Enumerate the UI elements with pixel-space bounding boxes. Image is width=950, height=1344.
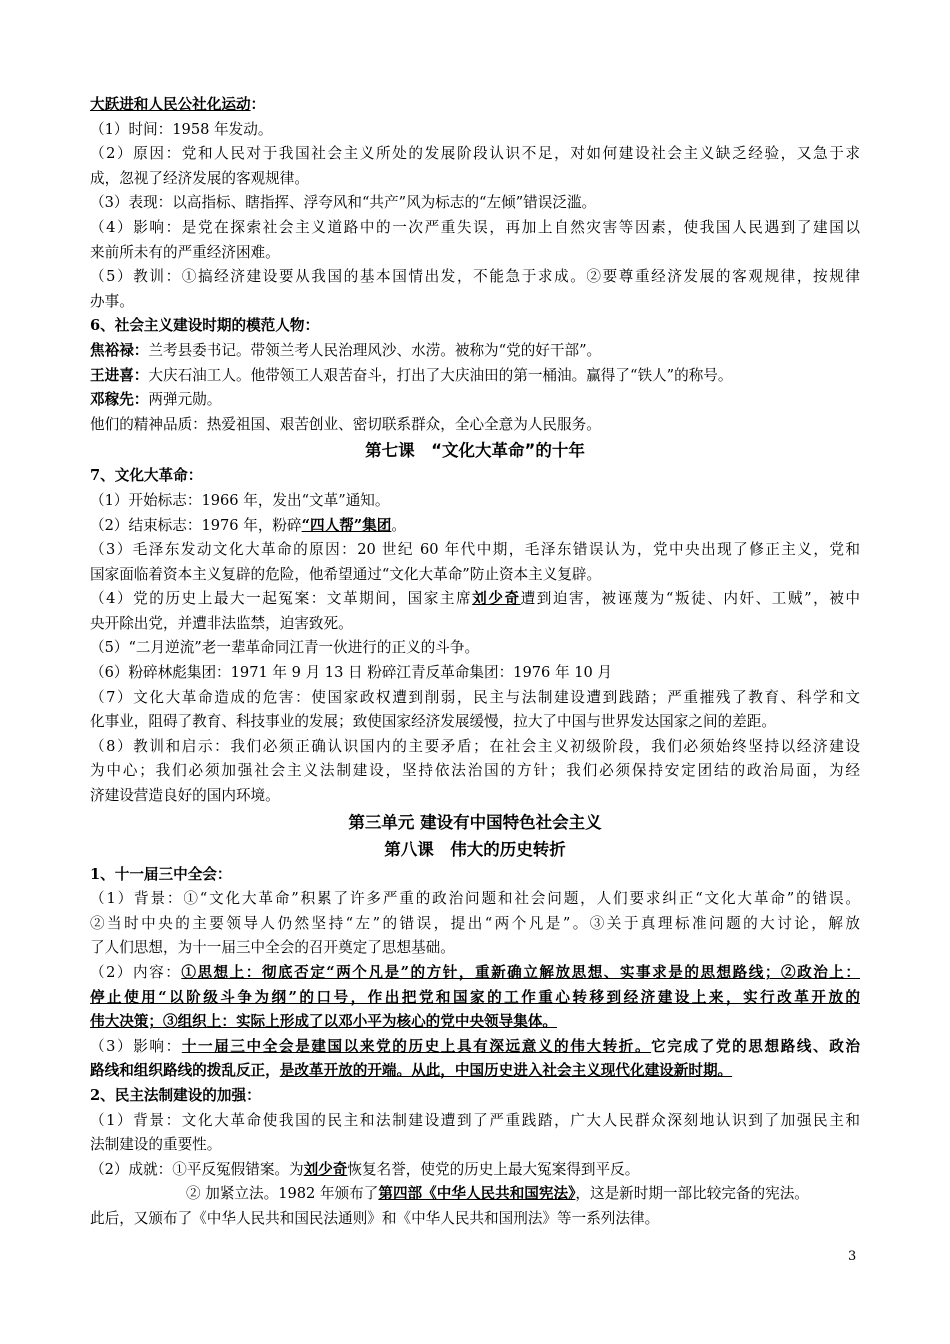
- model-figures-title: 6、社会主义建设时期的模范人物：: [90, 317, 320, 335]
- gang-of-four: “四人帮”集团: [301, 516, 392, 534]
- plenum-background-3: 了人们思想，为十一届三中全会的召开奠定了思想基础。: [90, 939, 455, 957]
- plenum-content-2: 停止使用“以阶级斗争为纲”的口号，作出把党和国家的工作重心转移到经济建设上来，实行改革开放的: [90, 988, 860, 1006]
- liu-shaoqi: 刘少奇: [472, 590, 521, 608]
- cr-cause-2: 国家面临着资本主义复辟的危险，他希望通过“文化大革命”防止资本主义复辟。: [90, 565, 602, 583]
- great-leap-manifestation: （3）表现：以高指标、瞎指挥、浮夸风和“共产”风为标志的“左倾”错误泛滥。: [90, 194, 597, 212]
- great-leap-cause-2: 成，忽视了经济发展的客观规律。: [90, 169, 309, 187]
- legal-achievement-2: ② 加紧立法。1982 年颁布了第四部《中华人民共和国宪法》，这是新时期一部比较完备的宪法。: [186, 1185, 809, 1203]
- cr-harm-2: 化事业，阻碍了教育、科技事业的发展；致使国家经济发展缓慢，拉大了中国与世界发达国家之间的差距。: [90, 713, 776, 731]
- plenum-content-3: 伟大决策；③组织上：实际上形成了以邓小平为核心的党中央领导集体。: [90, 1013, 558, 1031]
- cultural-revolution-title: 7、文化大革命：: [90, 467, 203, 485]
- cr-lesson-1: （8）教训和启示：我们必须正确认识国内的主要矛盾；在社会主义初级阶段，我们必须始终坚持以经济建设: [90, 737, 860, 755]
- cr-harm-1: （7）文化大革命造成的危害：使国家政权遭到削弱，民主与法制建设遭到践踏；严重摧残了教育、科学和文: [90, 688, 860, 706]
- great-leap-lesson-2: 办事。: [90, 292, 134, 310]
- great-leap-title-line: 大跃进和人民公社化运动：: [90, 96, 266, 113]
- model-figure-jiao-yulu: 焦裕禄：兰考县委书记。带领兰考人民治理风沙、水涝。被称为“党的好干部”。: [90, 341, 602, 359]
- cr-lesson-3: 济建设营造良好的国内环境。: [90, 787, 280, 805]
- legal-achievement-1: （2）成就：①平反冤假错案。为刘少奇恢复名誉，使党的历史上最大冤案得到平反。: [90, 1160, 640, 1178]
- cr-cause-1: （3）毛泽东发动文化大革命的原因：20 世纪 60 年代中期，毛泽东错误认为，党中央出现了修正主义，党和: [90, 541, 860, 559]
- legal-construction-title: 2、民主法制建设的加强：: [90, 1086, 261, 1104]
- page-number: 3: [848, 1249, 857, 1264]
- plenum-impact-1: （3）影响：十一届三中全会是建国以来党的历史上具有深远意义的伟大转折。它完成了党的思想路线、政治: [90, 1037, 860, 1055]
- cr-february-countercurrent: （5）“二月逆流”老一辈革命同江青一伙进行的正义的斗争。: [90, 639, 480, 657]
- model-figures-spirit: 他们的精神品质：热爱祖国、艰苦创业、密切联系群众，全心全意为人民服务。: [90, 415, 601, 433]
- plenum-background-2: ②当时中央的主要领导人仍然坚持“左”的错误，提出“两个凡是”。③关于真理标准问题的大讨论，解放: [90, 914, 860, 932]
- model-figure-wang-jinxi: 王进喜：大庆石油工人。他带领工人艰苦奋斗，打出了大庆油田的第一桶油。赢得了“铁人”的称号。: [90, 366, 733, 384]
- legal-background-2: 法制建设的重要性。: [90, 1136, 222, 1154]
- legal-background-1: （1）背景：文化大革命使我国的民主和法制建设遭到了严重践踏，广大人民群众深刻地认识到了加强民主和: [90, 1111, 860, 1129]
- constitution-1982: 第四部《中华人民共和国宪法》: [378, 1185, 576, 1203]
- unit-3-heading: 第三单元 建设有中国特色社会主义: [348, 812, 602, 832]
- document-page: [90, 93, 860, 1232]
- liu-shaoqi-rehabilitated: 刘少奇: [303, 1160, 348, 1178]
- lesson-7-heading: 第七课 “文化大革命”的十年: [365, 441, 585, 461]
- great-leap-cause-1: （2）原因：党和人民对于我国社会主义所处的发展阶段认识不足，对如何建设社会主义缺乏经验，又急于求: [90, 145, 860, 163]
- cr-injustice-2: 央开除出党，并遭非法监禁，迫害致死。: [90, 614, 353, 632]
- cr-smash-groups: （6）粉碎林彪集团：1971 年 9 月 13 日 粉碎江青反革命集团：1976 年 10 月: [90, 664, 612, 682]
- plenum-content-1: （2）内容：①思想上：彻底否定“两个凡是”的方针，重新确立解放思想、实事求是的思想路线；②政治上：: [90, 964, 860, 981]
- great-leap-title: 大跃进和人民公社化运动: [90, 96, 251, 113]
- cr-start: （1）开始标志：1966 年，发出“文革”通知。: [90, 491, 390, 509]
- third-plenum-title: 1、十一届三中全会：: [90, 865, 232, 883]
- great-leap-lesson-1: （5）教训：①搞经济建设要从我国的基本国情出发，不能急于求成。②要尊重经济发展的客观规律，按规律: [90, 268, 860, 286]
- lesson-8-heading: 第八课 伟大的历史转折: [384, 839, 566, 859]
- cr-lesson-2: 为中心；我们必须加强社会主义法制建设，坚持依法治国的方针；我们必须保持安定团结的政治局面，为经: [90, 762, 860, 780]
- cr-injustice-1: （4）党的历史上最大一起冤案：文革期间，国家主席刘少奇遭到迫害，被诬蔑为“叛徒、内奸、工贼”，被中: [90, 590, 860, 608]
- great-leap-impact-1: （4）影响：是党在探索社会主义道路中的一次严重失误，再加上自然灾害等因素，使我国人民遇到了建国以: [90, 218, 860, 236]
- plenum-background-1: （1）背景：①“文化大革命”积累了许多严重的政治问题和社会问题，人们要求纠正“文化大革命”的错误。: [90, 890, 860, 908]
- cr-end: （2）结束标志：1976 年，粉碎“四人帮”集团。: [90, 516, 406, 534]
- model-figure-deng-jiaxian: 邓稼先：两弹元勋。: [90, 391, 222, 409]
- legal-achievement-3: 此后，又颁布了《中华人民共和国民法通则》和《中华人民共和国刑法》等一系列法律。: [90, 1209, 660, 1227]
- plenum-impact-2: 路线和组织路线的拨乱反正，是改革开放的开端。从此，中国历史进入社会主义现代化建设新时期。: [90, 1062, 733, 1080]
- great-leap-impact-2: 来前所未有的严重经济困难。: [90, 243, 280, 261]
- great-leap-time: （1）时间：1958 年发动。: [90, 120, 273, 138]
